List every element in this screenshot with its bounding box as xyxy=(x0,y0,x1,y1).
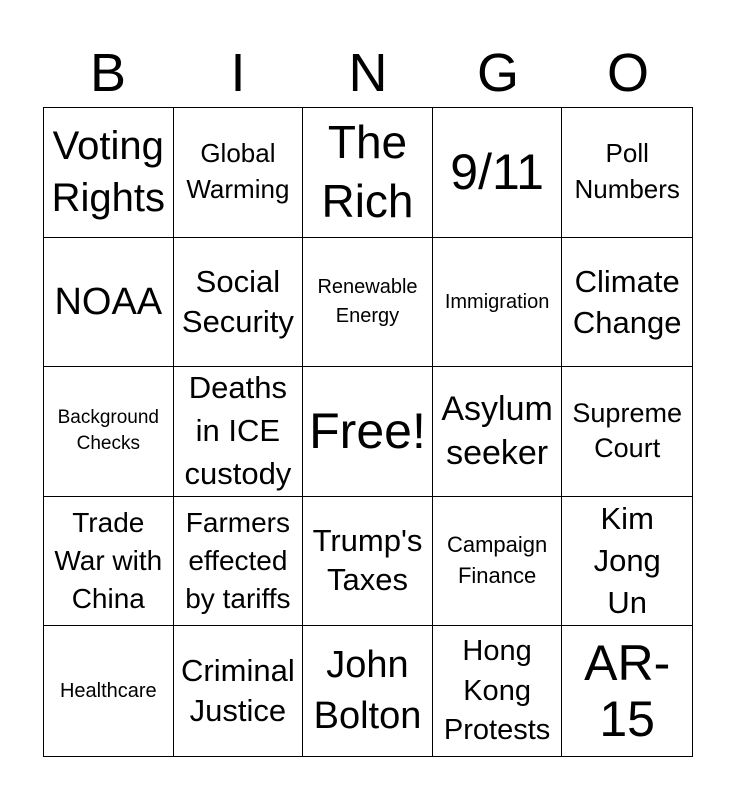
header-letter-b: B xyxy=(89,43,127,103)
cell-text: Farmers effected by tariffs xyxy=(185,506,291,615)
cell-text: Healthcare xyxy=(59,680,157,703)
free-space-cell[interactable] xyxy=(303,367,433,497)
cell-text: 9/11 xyxy=(450,144,544,201)
bingo-cell[interactable] xyxy=(44,108,174,238)
bingo-cell[interactable] xyxy=(433,626,563,756)
bingo-cell[interactable] xyxy=(44,626,174,756)
bingo-cell[interactable] xyxy=(562,497,692,627)
header-letter-g: G xyxy=(476,43,519,103)
bingo-header xyxy=(43,38,693,108)
cell-text: Deaths in ICE custody xyxy=(184,370,292,491)
cell-text: Background Checks xyxy=(57,406,159,455)
header-letter-i: I xyxy=(230,43,246,103)
cell-text: John Bolton xyxy=(313,643,422,738)
free-space-text: Free! xyxy=(309,403,426,460)
cell-text: Voting Rights xyxy=(51,124,165,221)
cell-text: AR- 15 xyxy=(584,635,671,748)
bingo-cell[interactable] xyxy=(433,108,563,238)
bingo-cell[interactable] xyxy=(44,238,174,368)
cell-text: Social Security xyxy=(181,263,294,339)
cell-text: Trade War with China xyxy=(54,506,163,615)
bingo-cell[interactable] xyxy=(433,238,563,368)
bingo-cell[interactable] xyxy=(174,108,304,238)
cell-text: Campaign Finance xyxy=(446,532,548,589)
bingo-cell[interactable] xyxy=(562,367,692,497)
bingo-cell[interactable] xyxy=(174,497,304,627)
cell-text: The Rich xyxy=(321,115,414,228)
bingo-cell[interactable] xyxy=(303,497,433,627)
cell-text: Immigration xyxy=(444,290,550,313)
header-letter-o: O xyxy=(606,43,649,103)
cell-text: Global Warming xyxy=(186,138,290,205)
bingo-cell[interactable] xyxy=(433,367,563,497)
bingo-cell[interactable] xyxy=(174,367,304,497)
cell-text: Renewable Energy xyxy=(317,275,418,327)
cell-text: Criminal Justice xyxy=(181,652,295,729)
cell-text: Poll Numbers xyxy=(574,138,680,205)
bingo-cell[interactable] xyxy=(562,238,692,368)
cell-text: Hong Kong Protests xyxy=(443,635,551,746)
bingo-cell[interactable] xyxy=(44,367,174,497)
cell-text: NOAA xyxy=(54,280,163,323)
bingo-cell[interactable] xyxy=(303,238,433,368)
bingo-board xyxy=(43,107,693,757)
bingo-cell[interactable] xyxy=(44,497,174,627)
cell-text: Kim Jong Un xyxy=(593,501,661,621)
bingo-cell[interactable] xyxy=(562,626,692,756)
cell-text: Trump's Taxes xyxy=(312,523,423,598)
header-letter-n: N xyxy=(348,43,388,103)
bingo-cell[interactable] xyxy=(562,108,692,238)
bingo-cell[interactable] xyxy=(433,497,563,627)
bingo-cell[interactable] xyxy=(174,238,304,368)
bingo-cell[interactable] xyxy=(303,626,433,756)
cell-text: Supreme Court xyxy=(572,397,682,464)
bingo-cell[interactable] xyxy=(303,108,433,238)
bingo-cell[interactable] xyxy=(174,626,304,756)
cell-text: Climate Change xyxy=(572,263,682,340)
cell-text: Asylum seeker xyxy=(441,390,553,473)
